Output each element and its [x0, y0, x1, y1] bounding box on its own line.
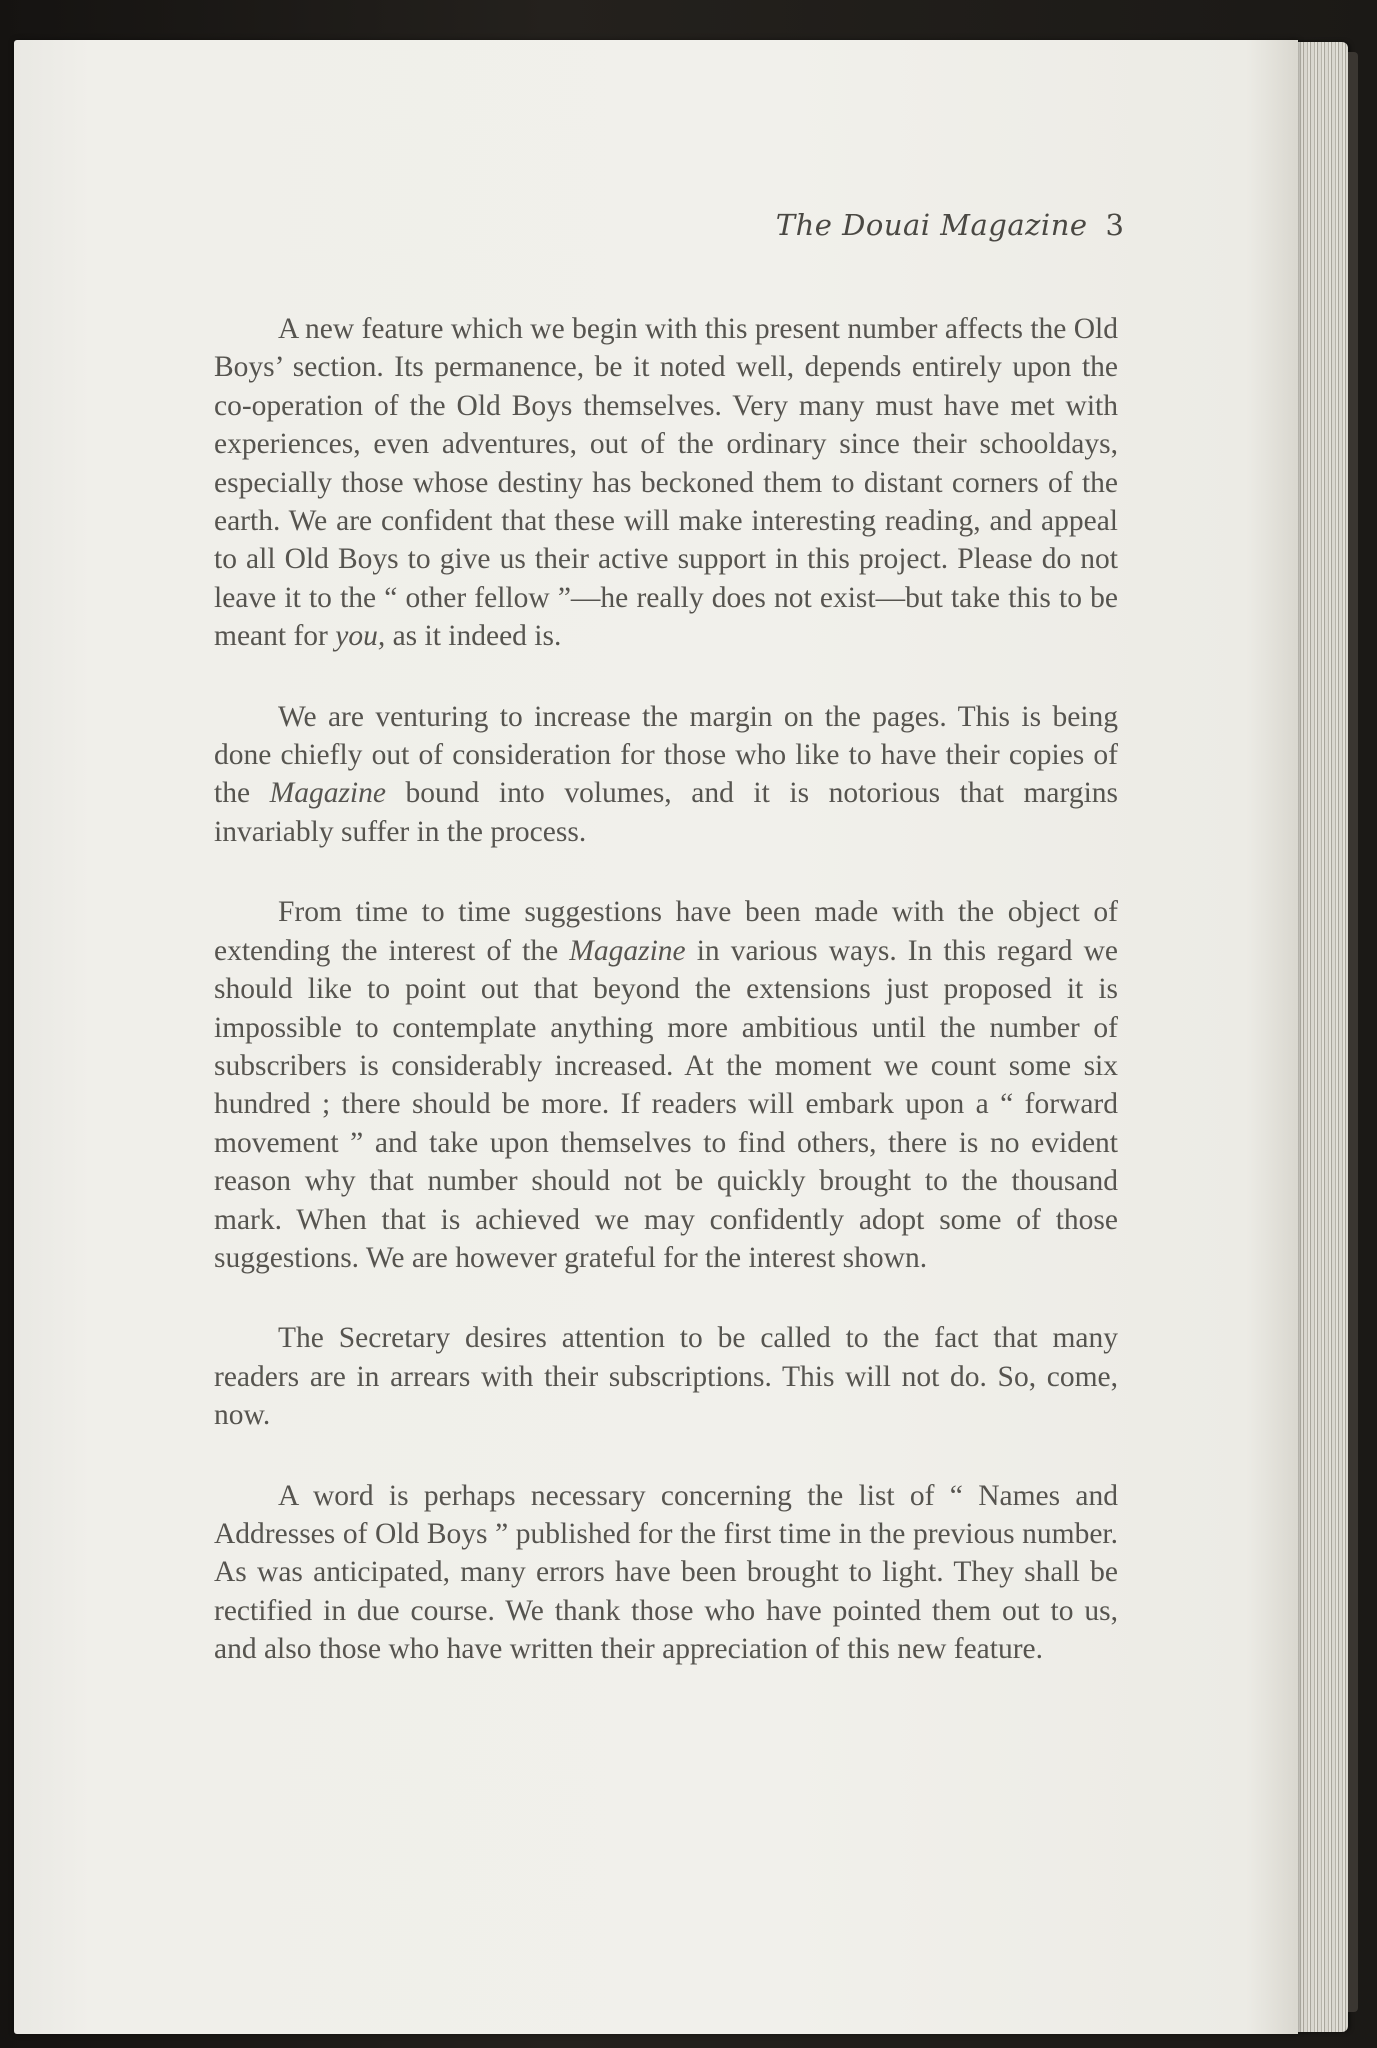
paragraph-margins — [214, 698, 1118, 852]
paragraph-text: The Secretary desires attention to be called to the fact that many readers are in arrears with their subscriptions. This will not do. So, come, now. — [214, 1322, 1118, 1432]
running-header — [714, 208, 1124, 242]
paragraph-text: We are venturing to increase the margin on the pages. This is being done chiefly out of consideration for those who like to have their copies of the — [214, 700, 1118, 810]
paragraph-text-end: as it indeed is. — [385, 620, 562, 653]
paragraph-text: A word is perhaps necessary concerning the list of “ Names and Addresses of Old Boys ” published for the first time in the previous number. As was anticipated, many errors have been brought to light. They shall be rectified in due course. We thank those who have pointed them out to us, and also those who have written their appreciation of this new feature. — [214, 1479, 1118, 1666]
page-edges — [1290, 42, 1348, 2032]
page-number: 3 — [1105, 208, 1124, 242]
paragraph-names-addresses — [214, 1477, 1118, 1669]
paragraph-text: A new feature which we begin with this present number affects the Old Boys’ section. Its permanence, be it noted well, depends entirely upon the co-operation of the Old Boys themselves. Very many must have met with experiences, even adventures, out of the ordinary since their schooldays, especially those whose destiny has beckoned them to distant corners of the earth. We are confident that these will make interesting reading, and appeal to all Old Boys to give us their active support in this project. Please do not leave it to the “ other fellow ”—he really does not exist—but take this to be meant for — [214, 313, 1118, 653]
running-title: The Douai Magazine — [775, 208, 1088, 242]
paragraph-text: From time to time suggestions have been made with the object of extending the interest of the — [214, 896, 1118, 967]
book-page — [14, 40, 1298, 2034]
paragraph-italic: Magazine — [569, 934, 686, 967]
paragraph-italic: you, — [335, 620, 386, 653]
paragraph-italic: Magazine — [269, 777, 386, 810]
paragraph-subscriptions — [214, 1319, 1118, 1434]
body-text — [214, 310, 1118, 1711]
paragraph-suggestions — [214, 893, 1118, 1277]
paragraph-text-end: in various ways. In this regard we should like to point out that beyond the extensions just proposed it is impossible to contemplate anything more ambitious until the number of subscribers is considerably increased. At the moment we count some six hundred ; there should be more. If readers will embark upon a “ forward movement ” and take upon themselves to find others, there is no evident reason why that number should not be quickly brought to the thousand mark. When that is achieved we may confidently adopt some of those suggestions. We are however grateful for the interest shown. — [214, 934, 1118, 1274]
paragraph-text-end: bound into volumes, and it is notorious that margins invariably suffer in the process. — [214, 777, 1118, 848]
paragraph-old-boys-feature — [214, 310, 1118, 656]
